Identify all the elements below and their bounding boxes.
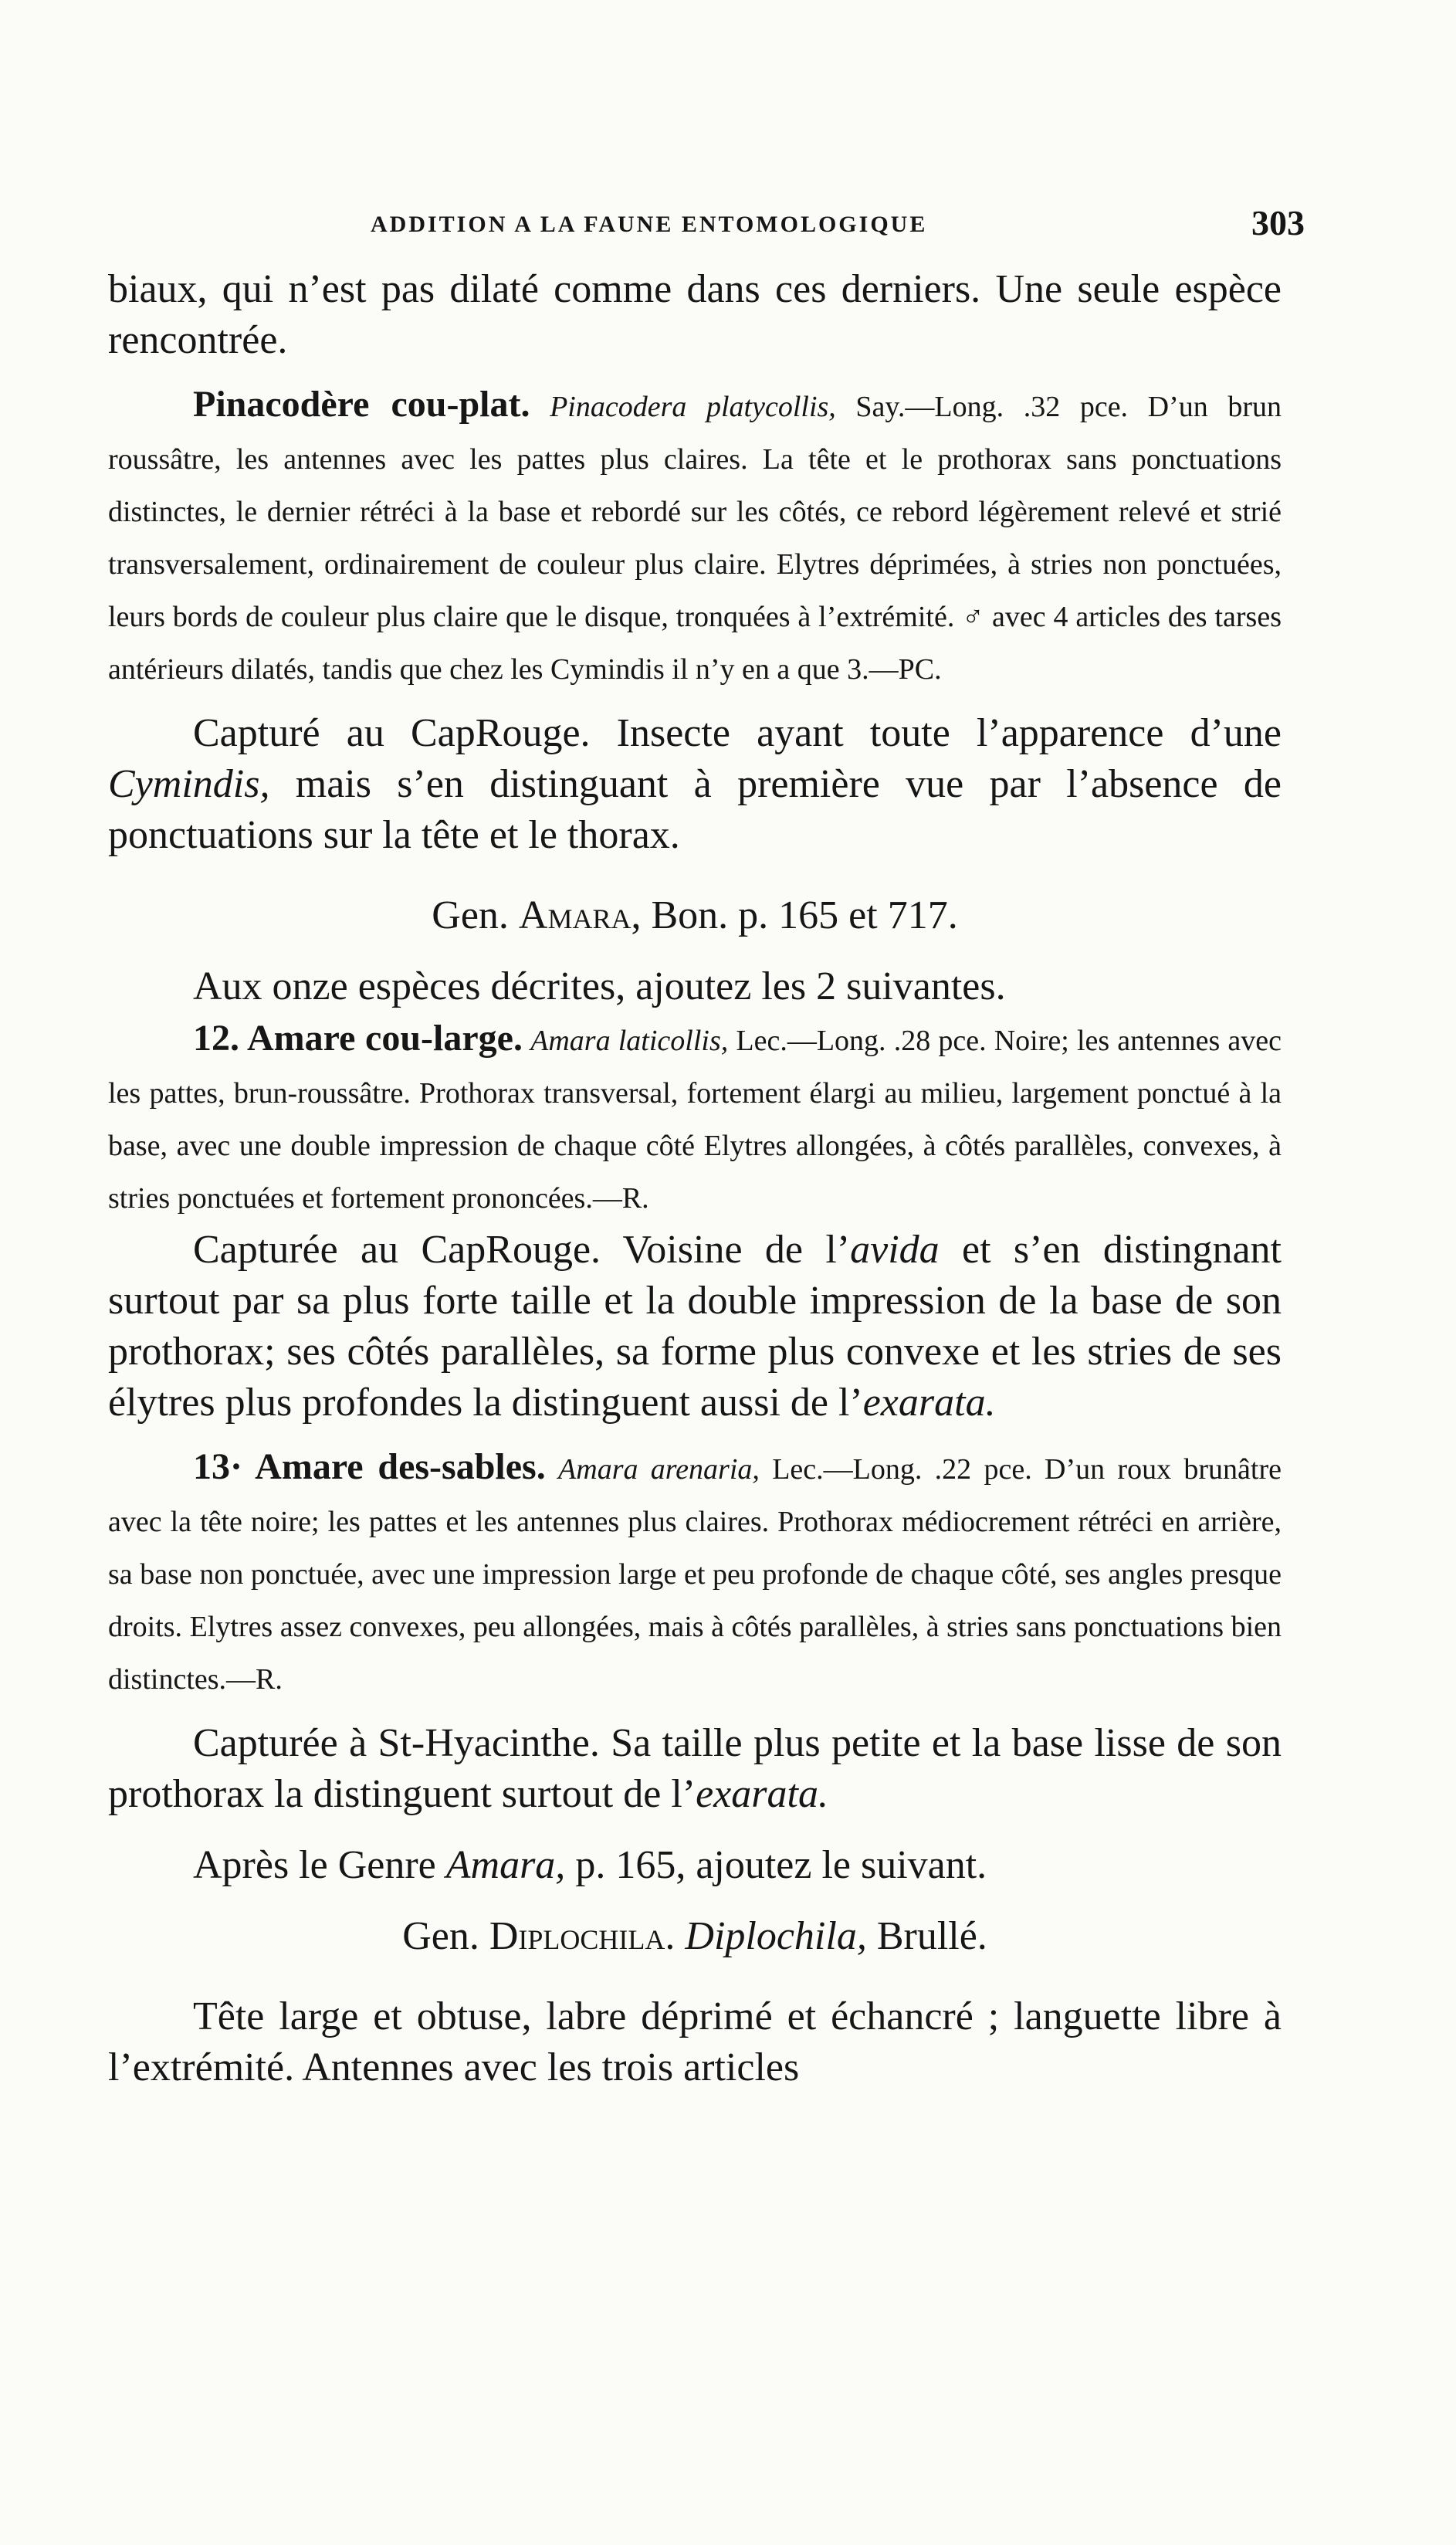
paragraph-capture-1 bbox=[108, 708, 1282, 861]
genus-heading-diplochila bbox=[108, 1911, 1282, 1962]
capture-text: mais s’en distinguant à première vue par l’absence de ponctuations sur la tête et le thorax. bbox=[108, 762, 1282, 857]
latin-name: Pinacodera platycollis, bbox=[550, 391, 836, 423]
apres-text: Après le Genre bbox=[193, 1843, 446, 1887]
species-12 bbox=[108, 1012, 1282, 1225]
paragraph-aux-onze: Aux onze espèces décrites, ajoutez les 2 suivantes. bbox=[193, 964, 1006, 1008]
species-pinacodere bbox=[108, 378, 1282, 696]
latin-name: avida bbox=[850, 1228, 940, 1272]
capture-text: Capturée à St-Hyacinthe. Sa taille plus petite et la base lisse de son prothorax la distinguent surtout de l’ bbox=[108, 1721, 1282, 1816]
page-body bbox=[108, 264, 1282, 2093]
genus-reference: , Bon. p. 165 et 717. bbox=[631, 893, 958, 937]
species-description: Say.—Long. .32 pce. D’un brun roussâtre, les antennes avec les pattes plus claires. La tête et le prothorax sans ponctuations distinctes, le dernier rétréci à la base et rebordé sur les côtés, ce rebord légèrement relevé et strié transversalement, ordinairement de couleur plus claire. Elytres déprimées, à stries non ponctuées, leurs bords de couleur plus claire que le disque, tronquées à l’extrémité. ♂ avec 4 articles des tarses antérieurs dilatés, tandis que chez les Cymindis il n’y en a que 3.—PC. bbox=[108, 391, 1282, 686]
species-description: Lec.—Long. .22 pce. D’un roux brunâtre avec la tête noire; les pattes et les antennes plus claires. Prothorax médiocrement rétréci en arrière, sa base non ponctuée, avec une impression large et peu profonde de chaque côté, ses angles presque droits. Elytres assez convexes, peu allongées, mais à côtés parallèles, à stries sans ponctuations bien distinctes.—R. bbox=[108, 1453, 1282, 1696]
paragraph-capture-3 bbox=[108, 1718, 1282, 1820]
capture-text: Capturée au CapRouge. Voisine de l’ bbox=[193, 1228, 851, 1272]
species-name: 12. Amare cou-large. bbox=[193, 1018, 523, 1059]
latin-name: exarata. bbox=[862, 1381, 996, 1425]
genus-heading-amara bbox=[108, 890, 1282, 941]
latin-name: Amara arenaria, bbox=[558, 1453, 760, 1486]
paragraph-apres bbox=[108, 1840, 1282, 1891]
paragraph-tete: Tête large et obtuse, labre déprimé et échancré ; languette libre à l’extrémité. Antennes avec les trois articles bbox=[108, 1994, 1282, 2089]
paragraph-intro: biaux, qui n’est pas dilaté comme dans ces derniers. Une seule espèce rencontrée. bbox=[108, 267, 1282, 362]
species-name: 13· Amare des-sables. bbox=[193, 1446, 546, 1487]
species-name: Pinacodère cou-plat. bbox=[193, 384, 530, 425]
genus-name: Amara bbox=[518, 893, 631, 937]
genus-author: Brullé. bbox=[866, 1914, 987, 1958]
capture-text: et s’en distingnant surtout par sa plus forte taille et la double impression de la base de son prothorax; ses côtés parallèles, sa forme plus convexe et les stries de ses élytres plus profondes la distinguent aussi de l’ bbox=[108, 1228, 1282, 1425]
latin-name: exarata. bbox=[696, 1772, 828, 1816]
genus-name: Diplochila. bbox=[489, 1914, 676, 1958]
latin-name: Amara laticollis, bbox=[530, 1025, 729, 1057]
latin-name: Cymindis, bbox=[108, 762, 270, 806]
page-number: 303 bbox=[1251, 203, 1305, 242]
genus-prefix: Gen. bbox=[402, 1914, 489, 1958]
paragraph-capture-2 bbox=[108, 1225, 1282, 1428]
genus-prefix: Gen. bbox=[432, 893, 519, 937]
species-description: Lec.—Long. .28 pce. Noire; les antennes avec les pattes, brun-roussâtre. Prothorax transversal, fortement élargi au milieu, largement ponctué à la base, avec une double impression de chaque côté Elytres allongées, à côtés parallèles, convexes, à stries ponctuées et fortement prononcées.—R. bbox=[108, 1025, 1282, 1215]
latin-name: Diplochila, bbox=[685, 1914, 867, 1958]
running-title: ADDITION A LA FAUNE ENTOMOLOGIQUE bbox=[371, 212, 928, 237]
capture-text: Capturé au CapRouge. Insecte ayant toute l’apparence d’une bbox=[193, 711, 1282, 755]
species-13 bbox=[108, 1441, 1282, 1706]
latin-name: Amara, bbox=[445, 1843, 566, 1887]
apres-text: p. 165, ajoutez le suivant. bbox=[565, 1843, 987, 1887]
